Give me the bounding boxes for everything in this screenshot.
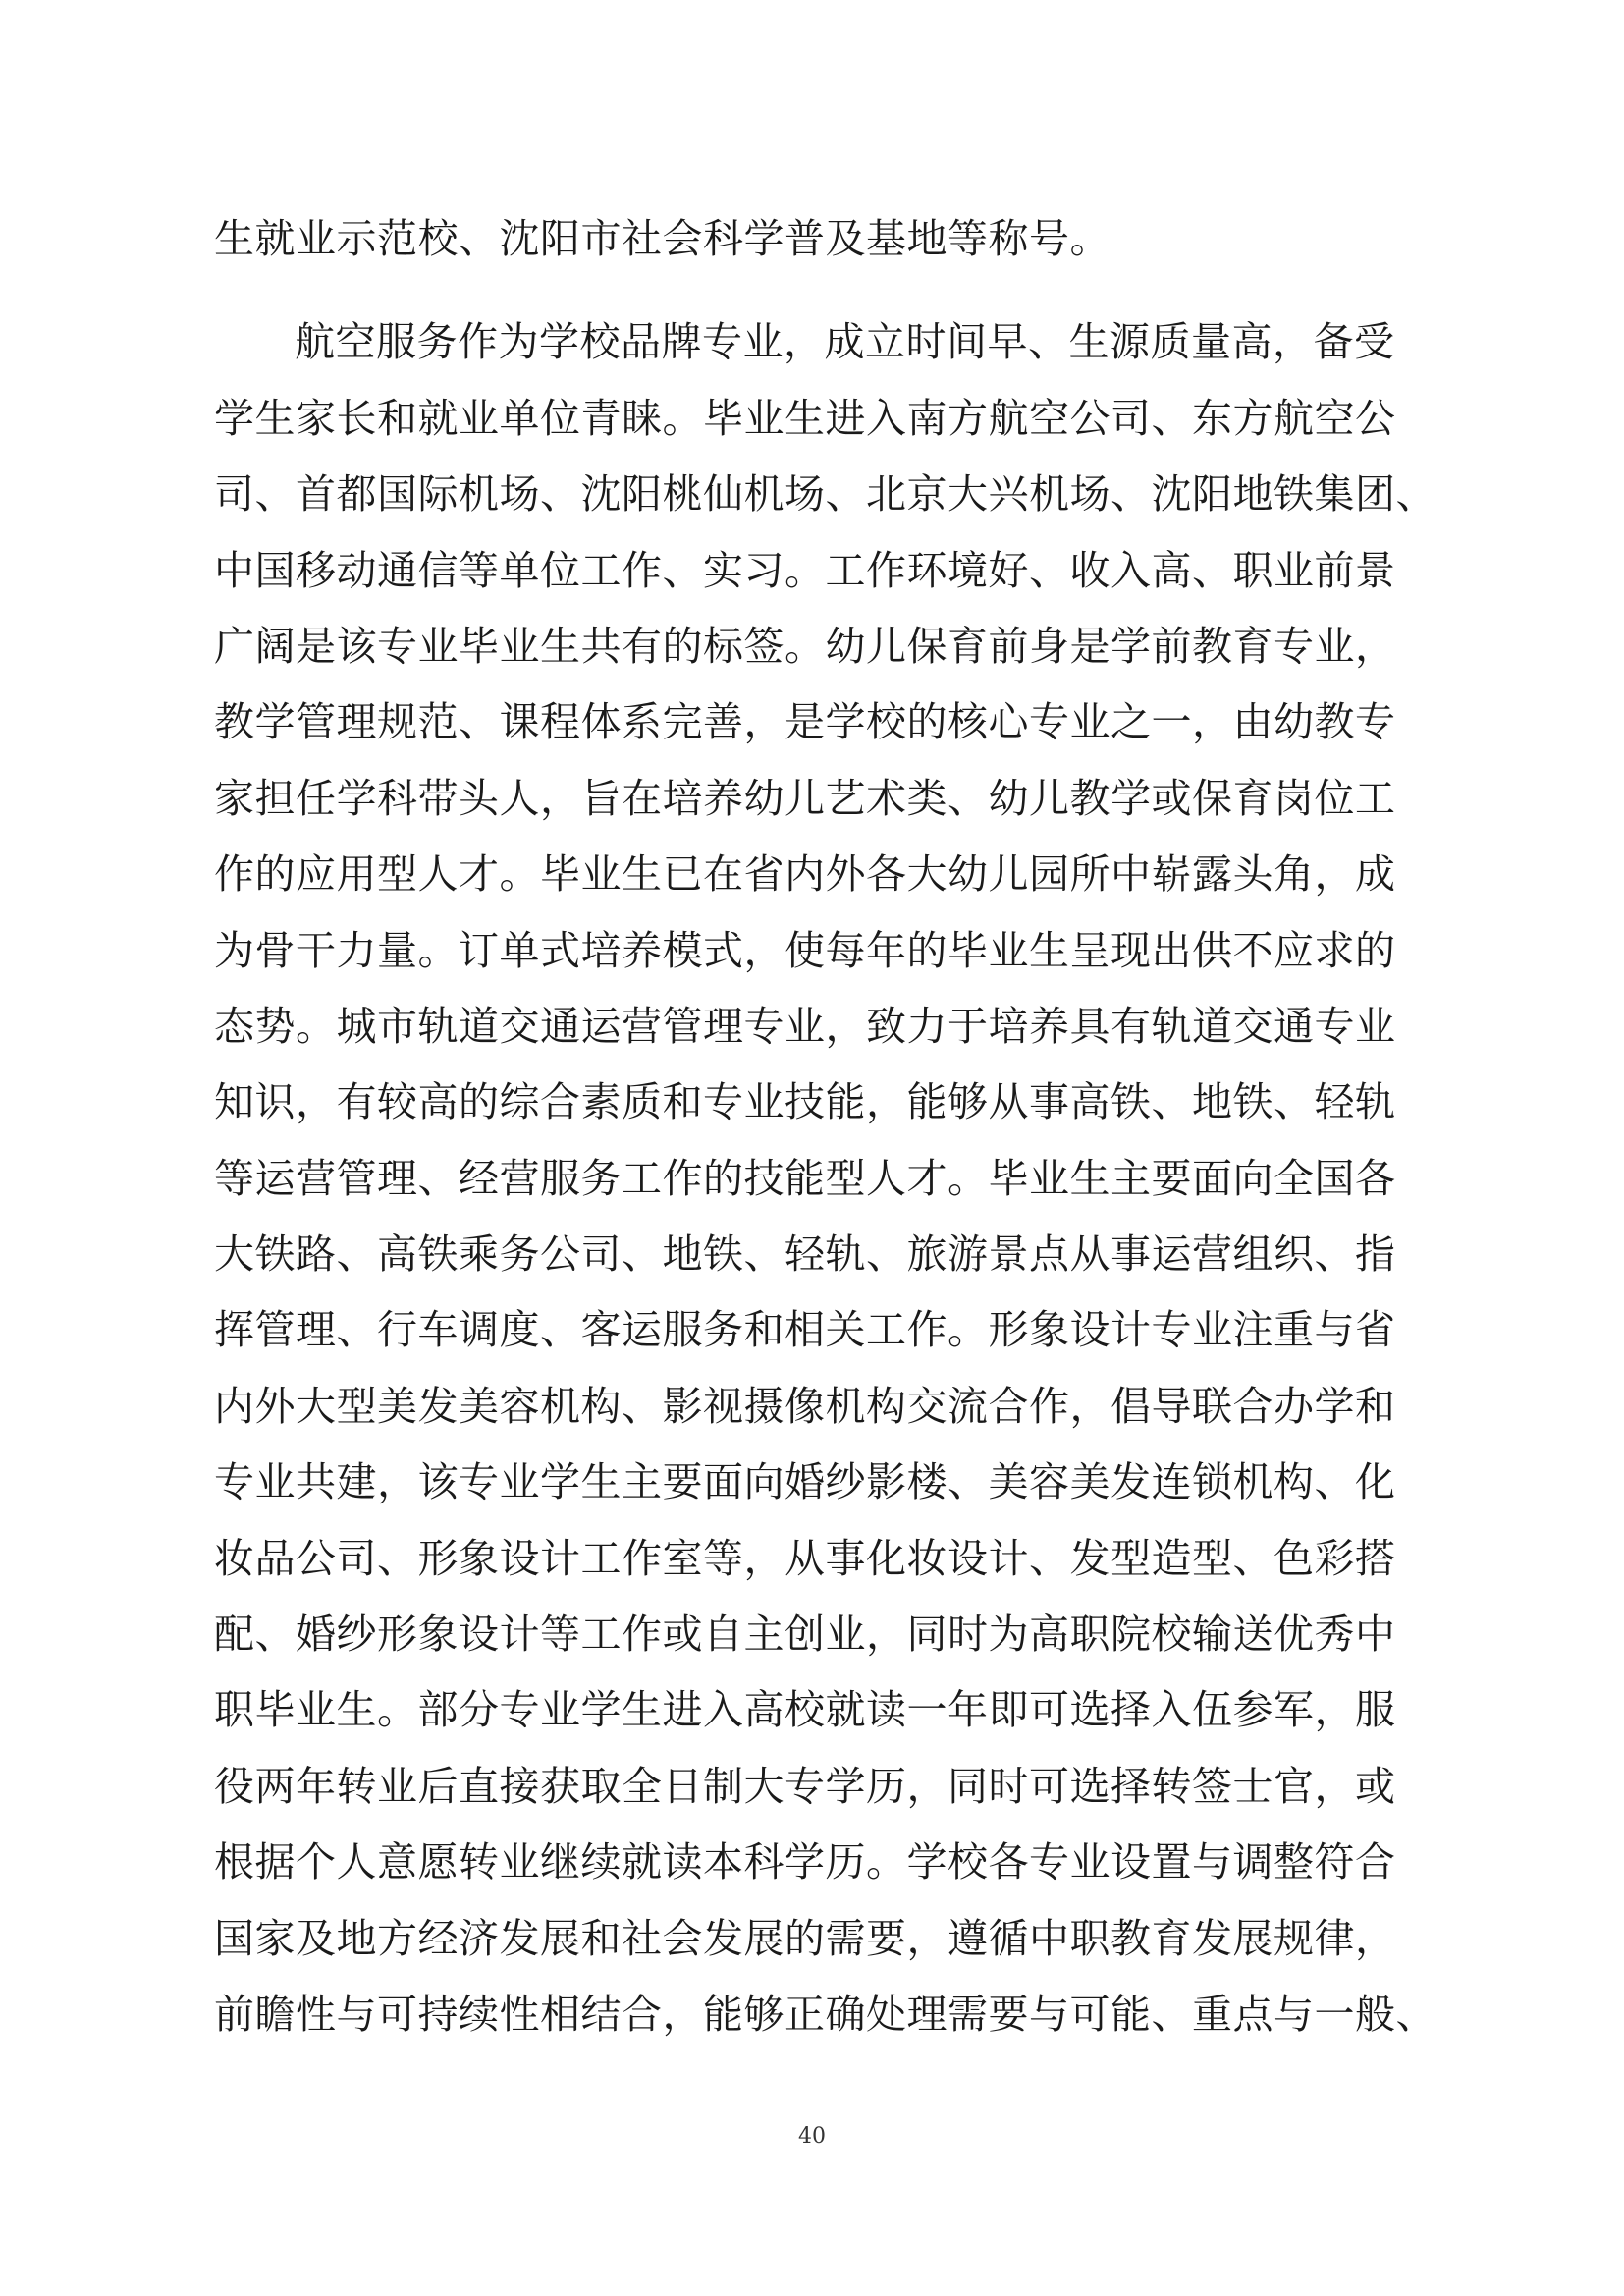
text-line: 内外大型美发美容机构、影视摄像机构交流合作，倡导联合办学和 bbox=[214, 1382, 1396, 1430]
text-line: 中国移动通信等单位工作、实习。工作环境好、收入高、职业前景 bbox=[214, 546, 1396, 594]
text-line: 大铁路、高铁乘务公司、地铁、轻轨、旅游景点从事运营组织、指 bbox=[214, 1230, 1396, 1279]
text-line: 挥管理、行车调度、客运服务和相关工作。形象设计专业注重与省 bbox=[214, 1306, 1396, 1354]
text-line: 职毕业生。部分专业学生进入高校就读一年即可选择入伍参军，服 bbox=[214, 1686, 1396, 1734]
text-line: 为骨干力量。订单式培养模式，使每年的毕业生呈现出供不应求的 bbox=[214, 926, 1396, 974]
page-number: 40 bbox=[798, 2124, 826, 2149]
paragraph bbox=[214, 201, 1456, 277]
text-line: 妆品公司、形象设计工作室等，从事化妆设计、发型造型、色彩搭 bbox=[214, 1534, 1396, 1582]
text-line: 知识，有较高的综合素质和专业技能，能够从事高铁、地铁、轻轨 bbox=[214, 1078, 1396, 1126]
body-text bbox=[214, 201, 1456, 2052]
text-line: 作的应用型人才。毕业生已在省内外各大幼儿园所中崭露头角，成 bbox=[214, 850, 1396, 899]
paragraph bbox=[214, 304, 1456, 2052]
text-line: 配、婚纱形象设计等工作或自主创业，同时为高职院校输送优秀中 bbox=[214, 1611, 1396, 1659]
text-line: 教学管理规范、课程体系完善，是学校的核心专业之一，由幼教专 bbox=[214, 698, 1396, 746]
text-line: 生就业示范校、沈阳市社会科学普及基地等称号。 bbox=[214, 215, 1110, 262]
text-line: 航空服务作为学校品牌专业，成立时间早、生源质量高，备受 bbox=[295, 318, 1395, 366]
text-line: 广阔是该专业毕业生共有的标签。幼儿保育前身是学前教育专业， bbox=[214, 622, 1396, 670]
text-line: 家担任学科带头人，旨在培养幼儿艺术类、幼儿教学或保育岗位工 bbox=[214, 774, 1396, 822]
text-line: 根据个人意愿转业继续就读本科学历。学校各专业设置与调整符合 bbox=[214, 1838, 1396, 1886]
text-line: 役两年转业后直接获取全日制大专学历，同时可选择转签士官，或 bbox=[214, 1762, 1396, 1810]
text-line: 等运营管理、经营服务工作的技能型人才。毕业生主要面向全国各 bbox=[214, 1154, 1396, 1202]
text-line: 国家及地方经济发展和社会发展的需要，遵循中职教育发展规律， bbox=[214, 1914, 1396, 1962]
text-line: 学生家长和就业单位青睐。毕业生进入南方航空公司、东方航空公 bbox=[214, 394, 1396, 442]
text-line: 专业共建，该专业学生主要面向婚纱影楼、美容美发连锁机构、化 bbox=[214, 1458, 1396, 1506]
text-line: 前瞻性与可持续性相结合，能够正确处理需要与可能、重点与一般、 bbox=[214, 1990, 1436, 2038]
text-line: 司、首都国际机场、沈阳桃仙机场、北京大兴机场、沈阳地铁集团、 bbox=[214, 470, 1436, 519]
text-line: 态势。城市轨道交通运营管理专业，致力于培养具有轨道交通专业 bbox=[214, 1002, 1396, 1050]
